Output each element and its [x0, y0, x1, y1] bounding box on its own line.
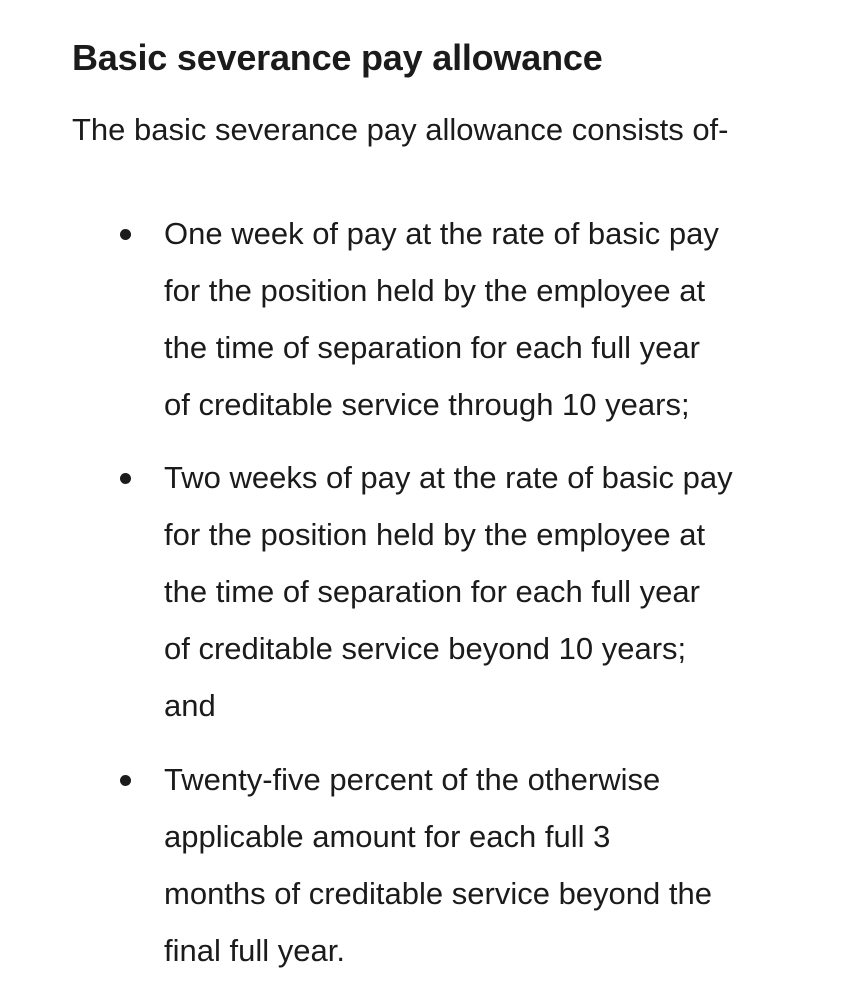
list-item-line: months of creditable service beyond the — [164, 876, 712, 911]
list-item-line: Two weeks of pay at the rate of basic pay — [164, 460, 733, 495]
list-item-line: the time of separation for each full year — [164, 574, 700, 609]
list-item-line: applicable amount for each full 3 — [164, 819, 611, 854]
list-item-text — [164, 205, 794, 433]
section-heading: Basic severance pay allowance — [72, 37, 603, 78]
bullet-icon — [120, 229, 131, 240]
intro-paragraph: The basic severance pay allowance consists of- — [72, 112, 729, 147]
list-item-line: final full year. — [164, 933, 345, 968]
list-item-line: of creditable service beyond 10 years; — [164, 631, 687, 666]
list-item-line: for the position held by the employee at — [164, 273, 706, 308]
list-item-line: the time of separation for each full year — [164, 330, 700, 365]
list-item-line: for the position held by the employee at — [164, 517, 706, 552]
list-item-line: of creditable service through 10 years; — [164, 387, 690, 422]
bullet-icon — [120, 775, 131, 786]
list-item-line: Twenty-five percent of the otherwise — [164, 762, 661, 797]
list-item-text — [164, 751, 794, 979]
list-item-line: and — [164, 688, 216, 723]
list-item-text — [164, 449, 794, 734]
bullet-icon — [120, 473, 131, 484]
list-item-line: One week of pay at the rate of basic pay — [164, 216, 719, 251]
